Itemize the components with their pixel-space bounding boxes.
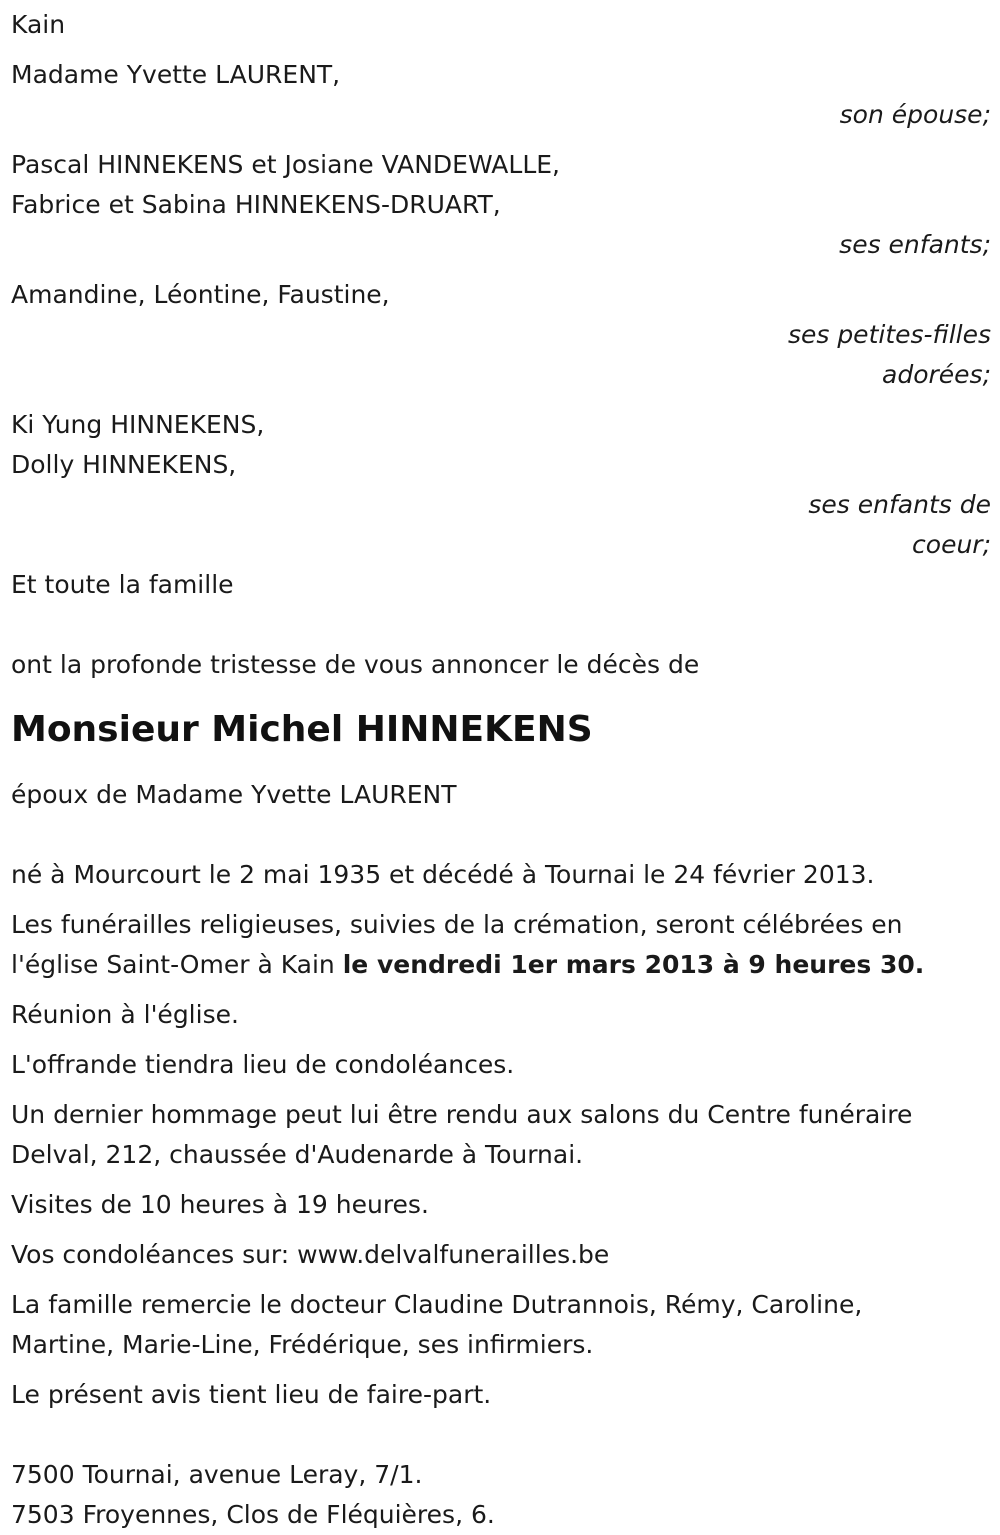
thanks-2: Martine, Marie-Line, Frédérique, ses infirmiers. <box>11 1330 594 1359</box>
birth-death: né à Mourcourt le 2 mai 1935 et décédé à Tournai le 24 février 2013. <box>11 860 875 889</box>
family-group-children <box>11 145 991 265</box>
family-group-heart-children <box>11 405 991 565</box>
family-relation: coeur; <box>912 530 991 559</box>
family-group-spouse <box>11 55 991 135</box>
funeral-text-2 <box>11 945 991 985</box>
meeting: Réunion à l'église. <box>11 1000 239 1029</box>
family-name: Madame Yvette LAURENT, <box>11 60 341 89</box>
spouse-line: époux de Madame Yvette LAURENT <box>11 780 457 809</box>
family-name: Ki Yung HINNEKENS, <box>11 410 265 439</box>
family-relation: ses enfants; <box>839 230 991 259</box>
address: 7500 Tournai, avenue Leray, 7/1. <box>11 1460 423 1489</box>
announcement: ont la profonde tristesse de vous annoncer le décès de <box>11 650 700 679</box>
visits: Visites de 10 heures à 19 heures. <box>11 1190 429 1219</box>
tribute: Un dernier hommage peut lui être rendu aux salons du Centre funéraire <box>11 1100 913 1129</box>
family-group-grandchildren <box>11 275 991 395</box>
family-relation: ses enfants de <box>808 490 991 519</box>
address: 7503 Froyennes, Clos de Fléquières, 6. <box>11 1500 495 1529</box>
obituary-content <box>11 5 991 1535</box>
family-name: Amandine, Léontine, Faustine, <box>11 280 390 309</box>
funeral-place: l'église Saint-Omer à Kain <box>11 950 343 979</box>
family-closing: Et toute la famille <box>11 570 234 599</box>
family-relation: son épouse; <box>839 100 991 129</box>
funeral-details <box>11 905 991 985</box>
notice: Le présent avis tient lieu de faire-part. <box>11 1380 492 1409</box>
location: Kain <box>11 10 66 39</box>
funeral-text: Les funérailles religieuses, suivies de la crémation, seront célébrées en <box>11 910 903 939</box>
family-name: Fabrice et Sabina HINNEKENS-DRUART, <box>11 190 501 219</box>
condolences: Vos condoléances sur: www.delvalfunerailles.be <box>11 1240 610 1269</box>
offering: L'offrande tiendra lieu de condoléances. <box>11 1050 515 1079</box>
family-name: Pascal HINNEKENS et Josiane VANDEWALLE, <box>11 150 560 179</box>
family-relation: ses petites-filles <box>787 320 991 349</box>
funeral-date: le vendredi 1er mars 2013 à 9 heures 30. <box>342 950 925 979</box>
tribute-address: Delval, 212, chaussée d'Audenarde à Tournai. <box>11 1140 584 1169</box>
deceased-name: Monsieur Michel HINNEKENS <box>11 709 593 750</box>
family-name: Dolly HINNEKENS, <box>11 450 237 479</box>
family-relation: adorées; <box>882 360 991 389</box>
thanks: La famille remercie le docteur Claudine Dutrannois, Rémy, Caroline, <box>11 1290 863 1319</box>
